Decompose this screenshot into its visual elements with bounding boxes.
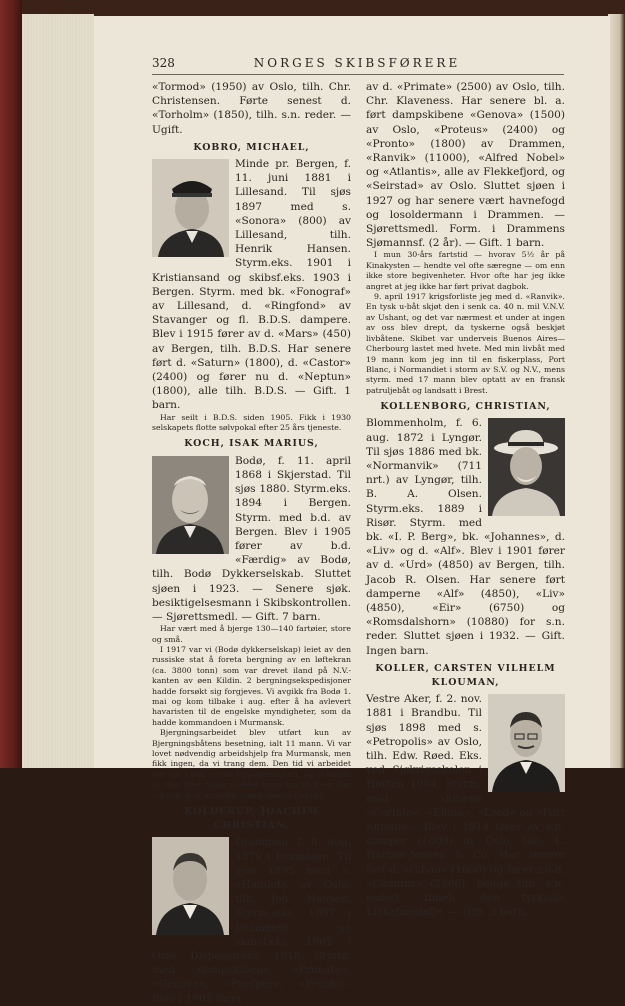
running-head xyxy=(152,54,562,74)
entry-name-kolderup: KOLDERUP, JOACHIM CHRISTIAN, xyxy=(184,806,319,832)
entry-body-koch: Bodø, f. 11. april 1868 i Skjerstad. Til sjøs 1880. Styrm.eks. 1894 i Bergen. Styrm. med b.d. av Bergen. Blev i 1905 fører av b.d. «Færdig» av Bodø, tilh. Bodø Dykkerselskab. Sluttet sjøen i 1923. — Senere sjøk. besiktigelsesmann i Skibskontrollen. — Sjørettsmedl. — Gift. 7 barn. xyxy=(152,454,351,623)
entry-name-kobro: KOBRO, MICHAEL, xyxy=(193,141,310,153)
continuation-text-right: av d. «Primate» (2500) av Oslo, tilh. Chr. Klaveness. Har senere bl. a. ført dampskibene «Genova» (1500) av Oslo, «Proteus» (2400) og «Pronto» (1800) av Drammen, «Ranvik» (11000), «Alfred Nobel» og «Atlantis», alle av Flekkefjord, og «Seirstad» av Oslo. Sluttet sjøen i 1927 og har senere vært havnefogd og losoldermann i Drammen. — Sjørettsmedl. Form. i Drammens Sjømannsf. (2 år). — Gift. 1 barn. xyxy=(366,81,565,250)
right-column xyxy=(366,80,565,919)
header-rule xyxy=(152,74,564,75)
book-page xyxy=(94,16,610,1005)
kolderup-note-2: 9. april 1917 krigsforliste jeg med d. «Ranvik». En tysk u-båt skjøt den i senk ca. 40 n. mil V.N.V. av Ushant, og det var nærmest et under at ingen av oss blev drept, da tyskerne også beskjøt livbåtene. Skibet var underveis Buenos Aires—Cherbourg lastet med hvete. Med min livbåt med 19 mann kom jeg inn til en fiskerplass, Port Blanc, i Normandiet i storm av S.V. og N.V., mens styrm. med 17 mann blev optatt av en fransk patruljebåt og landsatt i Brest. xyxy=(366,292,565,395)
portrait-kolderup xyxy=(152,837,229,935)
entry-body-kollenborg: Blommenholm, f. 6. aug. 1872 i Lyngør. Til sjøs 1886 med bk. «Normanvik» (711 nrt.) av Lyngør, tilh. B. A. Olsen. Styrm.eks. 1889 i Risør. Styrm. med bk. «I. P. Berg», bk. «Johannes», d. «Liv» og d. «Alf». Blev i 1901 fører av d. «Urd» (4850) av Bergen, tilh. Jacob R. Olsen. Har senere ført damperne «Alf» (4850), «Liv» (4850), «Eir» (6750) og «Romsdalshorn» (10880) for s.n. reder. Sluttet sjøen i 1932. — Gift. Ingen barn. xyxy=(366,417,565,657)
running-title: NORGES SKIBSFØRERE xyxy=(253,56,461,70)
entry-body-kobro: Minde pr. Bergen, f. 11. juni 1881 i Lillesand. Til sjøs 1897 med s. «Sonora» (800) av Lillesand, tilh. Henrik Hansen. Styrm.eks. 1901 i Kristiansand og skibsf.eks. 1903 i Bergen. Styrm. med bk. «Fonograf» av Lillesand, d. «Ringfond» av Stavanger og fl. B.D.S. dampere. Blev i 1915 fører av d. «Mars» (450) av Bergen, tilh. B.D.S. Har senere ført d. «Saturn» (1800), d. «Castor» (2400) og fører nu d. «Neptun» (1800), alle tilh. B.D.S. — Gift. 1 barn. xyxy=(152,158,351,412)
entry-name-koch: KOCH, ISAK MARIUS, xyxy=(184,438,319,450)
portrait-koch xyxy=(152,456,229,554)
entry-body-koller: Vestre Aker, f. 2. nov. 1881 i Brandbu. Til sjøs 1898 med s. «Petropolis» av Oslo, tilh. Edw. Røed. Eks. ved Sjøkrigsskolen i Horten 1904. Styrm. med skibene «Corinto», «Ellida», «Lord» og «Port Antonio». Blev i 1914 fører av s.n. damper (1600) av Oslo, tilh. L. Harboe-Jensen & Co. Har senere ført d. «Cibao» (1600) og fører nu d. «Cadmus» (2500), begge tilh. s.n. rederi. Inneh. den tyrkiske Liakatmedalje. — Gift. 3 barn. xyxy=(366,693,565,919)
portrait-koller xyxy=(488,694,565,792)
entry-note-koch-2: I 1917 var vi (Bodø dykkerselskap) leiet av den russiske stat å foreta bergning av en løftekran (ca. 3800 tonn) som var drevet iland på N.V.-kanten av øen Kildin. 2 bergningsekspedisjoner hadde forsøkt sig forgjeves. Vi avgikk fra Bodø 1. mai og kom tilbake i aug. efter å ha avlevert havaristen til de engelske myndigheter, som da hadde kommandoen i Murmansk. xyxy=(152,644,351,727)
page-number: 328 xyxy=(152,56,175,70)
entry-name-kollenborg: KOLLENBORG, CHRISTIAN, xyxy=(380,401,551,413)
entry-name-koller: KOLLER, CARSTEN VILHELM KLOUMAN, xyxy=(375,662,556,688)
entry-note-koch-3: Bjergningsarbeidet blev utført kun av Bjergningsbåtens besetning, ialt 11 mann. Vi var lovet nødvendig arbeidshjelp fra Murmansk, men fikk ingen, da vi trang dem. Den tid vi arbeidet der var i den verste torpederingstid, og vi hadde til sine tider tyske u-båter kloss inn på livet. Det må sies at vi arbeidet under spente forhold. xyxy=(152,728,351,800)
page-stack-edge xyxy=(22,14,94,768)
continuation-text: «Tormod» (1950) av Oslo, tilh. Chr. Christensen. Førte senest d. «Torholm» (1850), tilh. s.n. reder. — Ugift. xyxy=(152,81,351,136)
book-right-edge xyxy=(608,14,625,768)
entry-body-kolderup: Drammen, f. 8. aug. 1879 i Drammen. Til sjøs 1895 med s. «Hamlet» av Oslo, tilh. Joh. Hansen. Styrm.-eks. 1897 i Drammen og skibsf.eks. 1902 i Oslo. Dispasjøreks. 1918. Styrm. med dampskibene «Primate», «Genova», «Prosper», «Pronto». Blev i 1902 fører xyxy=(152,836,351,1005)
entry-note-koch-1: Har vært med å bjerge 130—140 fartøier, store og små. xyxy=(152,624,351,644)
entry-note-kobro: Har seilt i B.D.S. siden 1905. Fikk i 1930 selskapets flotte sølvpokal efter 25 års tjeneste. xyxy=(152,412,351,433)
left-column xyxy=(152,80,351,1006)
portrait-kollenborg xyxy=(488,418,565,516)
book-cover-spine xyxy=(0,0,22,768)
kolderup-note-1: I mun 30-års fartstid — hvorav 5½ år på Kinakysten — hendte vel ofte særegne — om enn ikke store begivenheter. Hvor ofte har jeg ikke angret at jeg ikke har ført privat dagbok. xyxy=(366,250,565,291)
portrait-kobro xyxy=(152,159,229,257)
